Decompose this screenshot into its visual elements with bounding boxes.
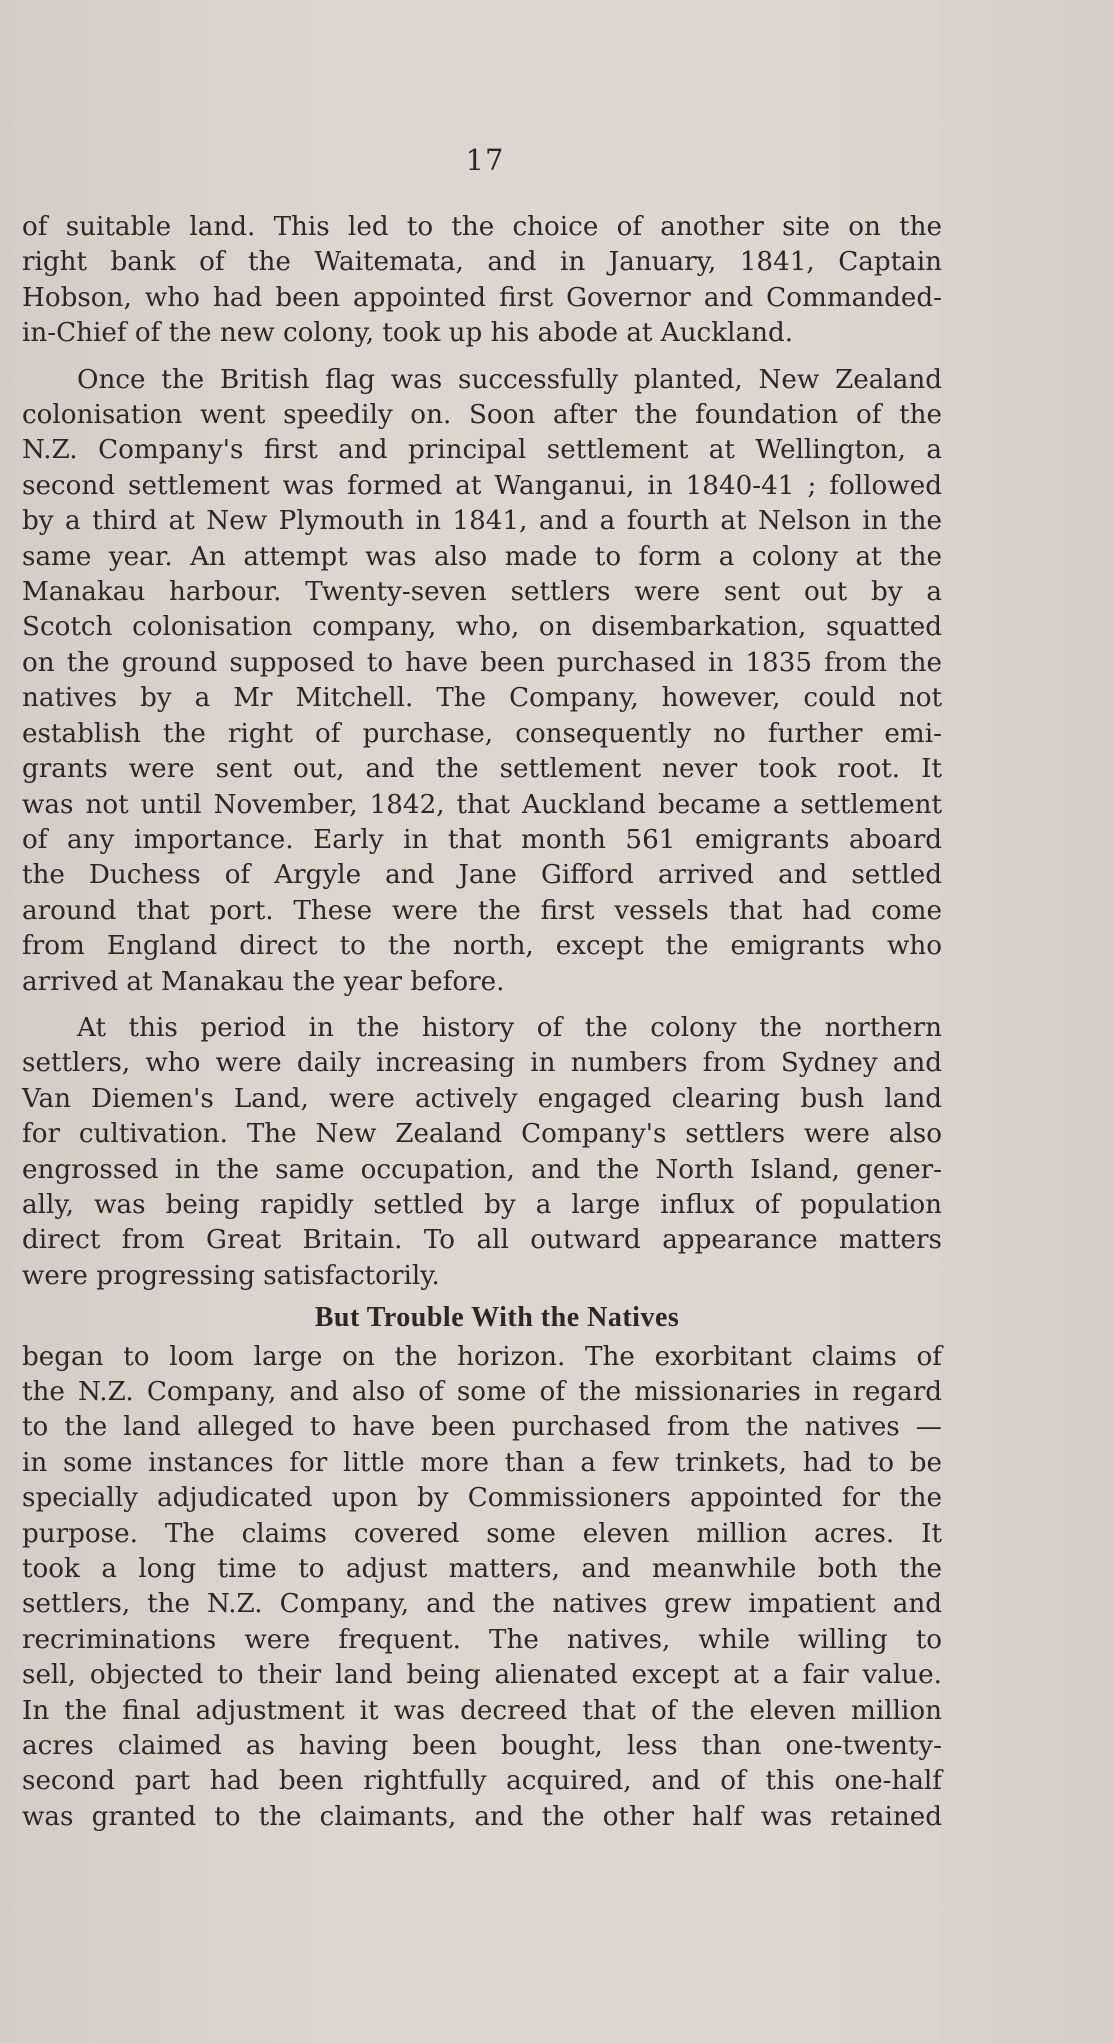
text-line: colonisation went speedily on. Soon after the foundation of the [22, 400, 942, 431]
text-line: in-Chief of the new colony, took up his abode at Auckland. [22, 318, 794, 349]
text-line: ally, was being rapidly settled by a large influx of population [22, 1189, 942, 1220]
text-line: direct from Great Britain. To all outward appearance matters [22, 1225, 942, 1256]
text-line: natives by a Mr Mitchell. The Company, however, could not [22, 683, 942, 714]
text-line: around that port. These were the first vessels that had come [22, 895, 942, 926]
text-line: the Duchess of Argyle and Jane Gifford arrived and settled [22, 860, 942, 891]
section-heading: But Trouble With the Natives [314, 1302, 680, 1334]
text-line: by a third at New Plymouth in 1841, and a fourth at Nelson in the [22, 506, 942, 537]
text-line: engrossed in the same occupation, and the North Island, gener- [22, 1154, 942, 1185]
text-line: second settlement was formed at Wanganui, in 1840-41 ; followed [22, 470, 942, 501]
text-line: was granted to the claimants, and the other half was retained [22, 1801, 942, 1832]
text-line: second part had been rightfully acquired, and of this one-half [22, 1766, 942, 1797]
text-line: of suitable land. This led to the choice of another site on the [22, 212, 942, 242]
text-line: settlers, the N.Z. Company, and the natives grew impatient and [22, 1589, 942, 1620]
text-line: in some instances for little more than a few trinkets, had to be [22, 1447, 942, 1478]
text-line: for cultivation. The New Zealand Company's settlers were also [22, 1119, 942, 1150]
text-line: from England direct to the north, except the emigrants who [22, 931, 942, 962]
text-line: At this period in the history of the colony the northern [77, 1012, 942, 1043]
page-number: 17 [465, 143, 505, 177]
text-line: was not until November, 1842, that Auckland became a settlement [22, 789, 942, 820]
text-line: settlers, who were daily increasing in numbers from Sydney and [22, 1048, 942, 1079]
text-line: grants were sent out, and the settlement never took root. It [22, 754, 942, 785]
text-line: acres claimed as having been bought, less than one-twenty- [22, 1731, 942, 1762]
text-line: arrived at Manakau the year before. [22, 966, 505, 997]
text-line: were progressing satisfactorily. [22, 1260, 440, 1291]
text-line: on the ground supposed to have been purchased in 1835 from the [22, 647, 942, 678]
text-line: same year. An attempt was also made to form a colony at the [22, 541, 942, 572]
text-line: In the final adjustment it was decreed that of the eleven million [22, 1695, 942, 1726]
text-line: right bank of the Waitemata, and in January, 1841, Captain [22, 247, 942, 278]
text-line: recriminations were frequent. The natives, while willing to [22, 1624, 942, 1655]
paragraph-4 [22, 1340, 942, 1836]
text-line: Once the British flag was successfully planted, New Zealand [77, 364, 942, 395]
text-line: Van Diemen's Land, were actively engaged clearing bush land [22, 1083, 942, 1114]
paragraph-2 [22, 363, 942, 1000]
text-line: took a long time to adjust matters, and meanwhile both the [22, 1554, 942, 1585]
text-line: specially adjudicated upon by Commissioners appointed for the [22, 1483, 942, 1514]
text-line: N.Z. Company's first and principal settlement at Wellington, a [22, 435, 942, 466]
text-line: Manakau harbour. Twenty-seven settlers were sent out by a [22, 577, 942, 608]
text-line: establish the right of purchase, consequently no further emi- [22, 718, 942, 749]
text-line: purpose. The claims covered some eleven million acres. It [22, 1518, 942, 1549]
text-line: Scotch colonisation company, who, on disembarkation, squatted [22, 612, 942, 643]
paragraph-1 [22, 210, 942, 352]
text-line: the N.Z. Company, and also of some of the missionaries in regard [22, 1377, 942, 1407]
text-line: began to loom large on the horizon. The exorbitant claims of [22, 1341, 942, 1372]
text-line: to the land alleged to have been purchased from the natives — [22, 1412, 942, 1443]
body-text [22, 210, 942, 1835]
paragraph-3 [22, 1011, 942, 1294]
text-line: Hobson, who had been appointed first Governor and Commanded- [22, 282, 942, 313]
text-line: of any importance. Early in that month 561 emigrants aboard [22, 824, 942, 855]
text-line: sell, objected to their land being alienated except at a fair value. [22, 1660, 942, 1691]
